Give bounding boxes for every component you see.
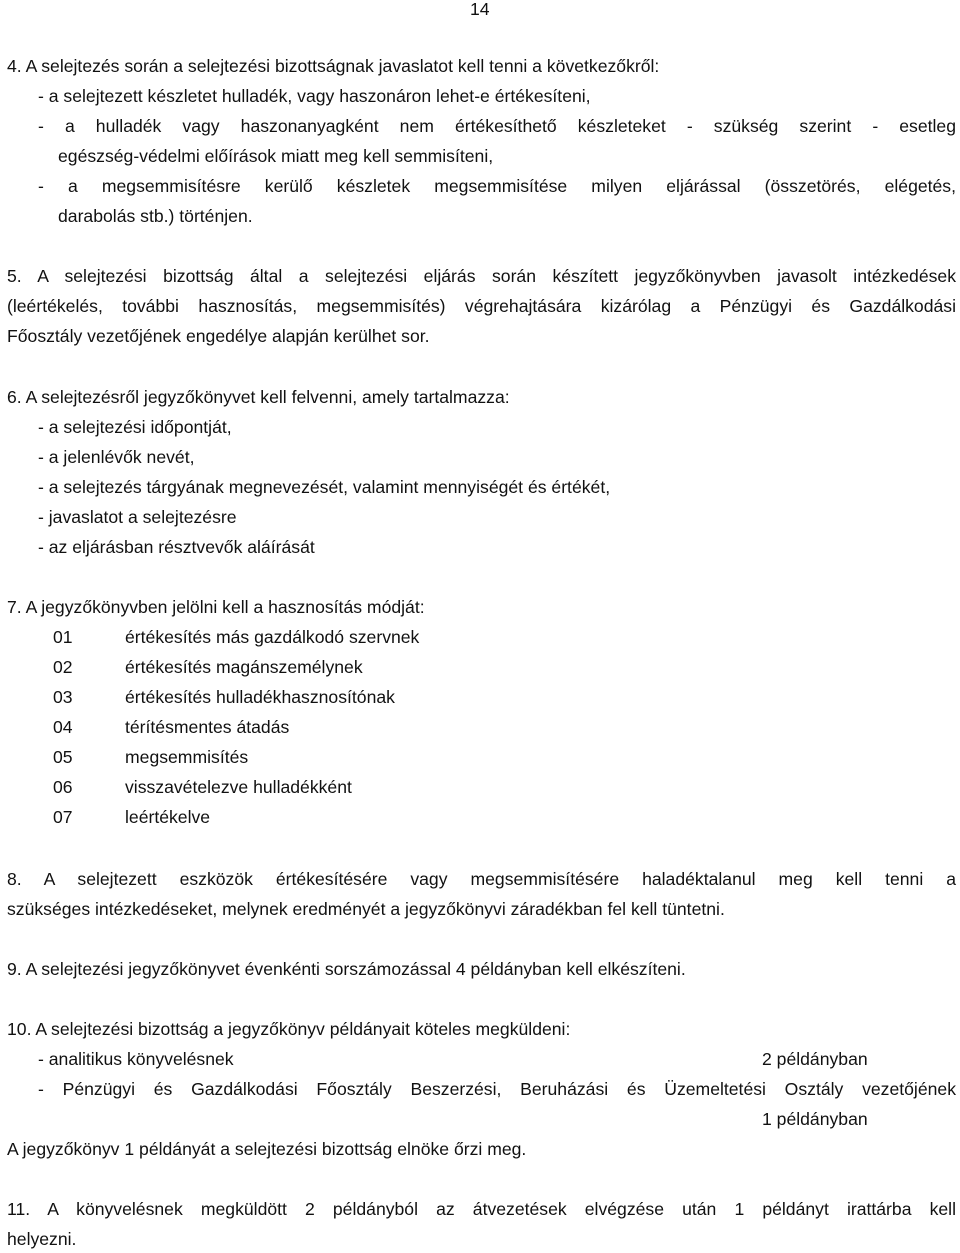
section-9-text: 9. A selejtezési jegyzőkönyvet évenkénti sorszámozással 4 példányban kell elkészíteni. (7, 959, 686, 979)
code-label: leértékelve (125, 807, 211, 827)
code-number: 01 (53, 627, 73, 647)
code-number: 05 (53, 747, 73, 767)
code-label: visszavételezve hulladékként (125, 777, 352, 797)
distribution-label: - analitikus könyvelésnek (38, 1049, 234, 1069)
section-6-item: - a jelenlévők nevét, (38, 447, 195, 467)
section-6-intro: 6. A selejtezésről jegyzőkönyvet kell felvenni, amely tartalmazza: (7, 387, 510, 407)
section-5-line: Főosztály vezetőjének engedélye alapján kerülhet sor. (7, 326, 430, 346)
section-4-item: darabolás stb.) történjen. (58, 206, 253, 226)
section-4-item: egészség-védelmi előírások miatt meg kell semmisíteni, (58, 146, 494, 166)
code-number: 06 (53, 777, 73, 797)
section-6-item: - javaslatot a selejtezésre (38, 507, 237, 527)
section-4-item: - a hulladék vagy haszonanyagként nem értékesíthető készleteket - szükség szerint - esetleg (38, 116, 956, 136)
section-10-closing: A jegyzőkönyv 1 példányát a selejtezési bizottság elnöke őrzi meg. (7, 1139, 527, 1159)
section-6-item: - a selejtezési időpontját, (38, 417, 232, 437)
distribution-count: 2 példányban (762, 1049, 868, 1069)
distribution-label: - Pénzügyi és Gazdálkodási Főosztály Beszerzési, Beruházási és Üzemeltetési Osztály vezetőjének (38, 1079, 956, 1099)
page-number: 14 (470, 0, 490, 19)
section-8-line: 8. A selejtezett eszközök értékesítésére vagy megsemmisítésére haladéktalanul meg kell tenni a (7, 869, 956, 889)
section-5-line: 5. A selejtezési bizottság által a selejtezési eljárás során készített jegyzőkönyvben javasolt intézkedések (7, 266, 956, 286)
section-7-intro: 7. A jegyzőkönyvben jelölni kell a hasznosítás módját: (7, 597, 425, 617)
code-label: értékesítés más gazdálkodó szervnek (125, 627, 420, 647)
section-8-line: szükséges intézkedéseket, melynek eredményét a jegyzőkönyvi záradékban fel kell tüntetni. (7, 899, 725, 919)
code-label: értékesítés hulladékhasznosítónak (125, 687, 395, 707)
section-4-item: - a megsemmisítésre kerülő készletek megsemmisítése milyen eljárással (összetörés, elégetés, (38, 176, 956, 196)
section-11-line: 11. A könyvelésnek megküldött 2 példányból az átvezetések elvégzése után 1 példányt irattárba kell (7, 1199, 956, 1219)
code-number: 02 (53, 657, 73, 677)
code-label: térítésmentes átadás (125, 717, 290, 737)
section-10-intro: 10. A selejtezési bizottság a jegyzőkönyv példányait köteles megküldeni: (7, 1019, 571, 1039)
code-number: 07 (53, 807, 73, 827)
section-6-item: - a selejtezés tárgyának megnevezését, valamint mennyiségét és értékét, (38, 477, 611, 497)
code-number: 04 (53, 717, 73, 737)
code-number: 03 (53, 687, 73, 707)
section-11-line: helyezni. (7, 1229, 77, 1249)
code-label: megsemmisítés (125, 747, 249, 767)
code-label: értékesítés magánszemélynek (125, 657, 363, 677)
distribution-count: 1 példányban (762, 1109, 868, 1129)
section-4-intro: 4. A selejtezés során a selejtezési bizottságnak javaslatot kell tenni a következőkről: (7, 56, 660, 76)
section-5-line: (leértékelés, további hasznosítás, megsemmisítés) végrehajtására kizárólag a Pénzügyi és Gazdálkodási (7, 296, 956, 316)
section-4-item: - a selejtezett készletet hulladék, vagy haszonáron lehet-e értékesíteni, (38, 86, 591, 106)
section-6-item: - az eljárásban résztvevők aláírását (38, 537, 315, 557)
